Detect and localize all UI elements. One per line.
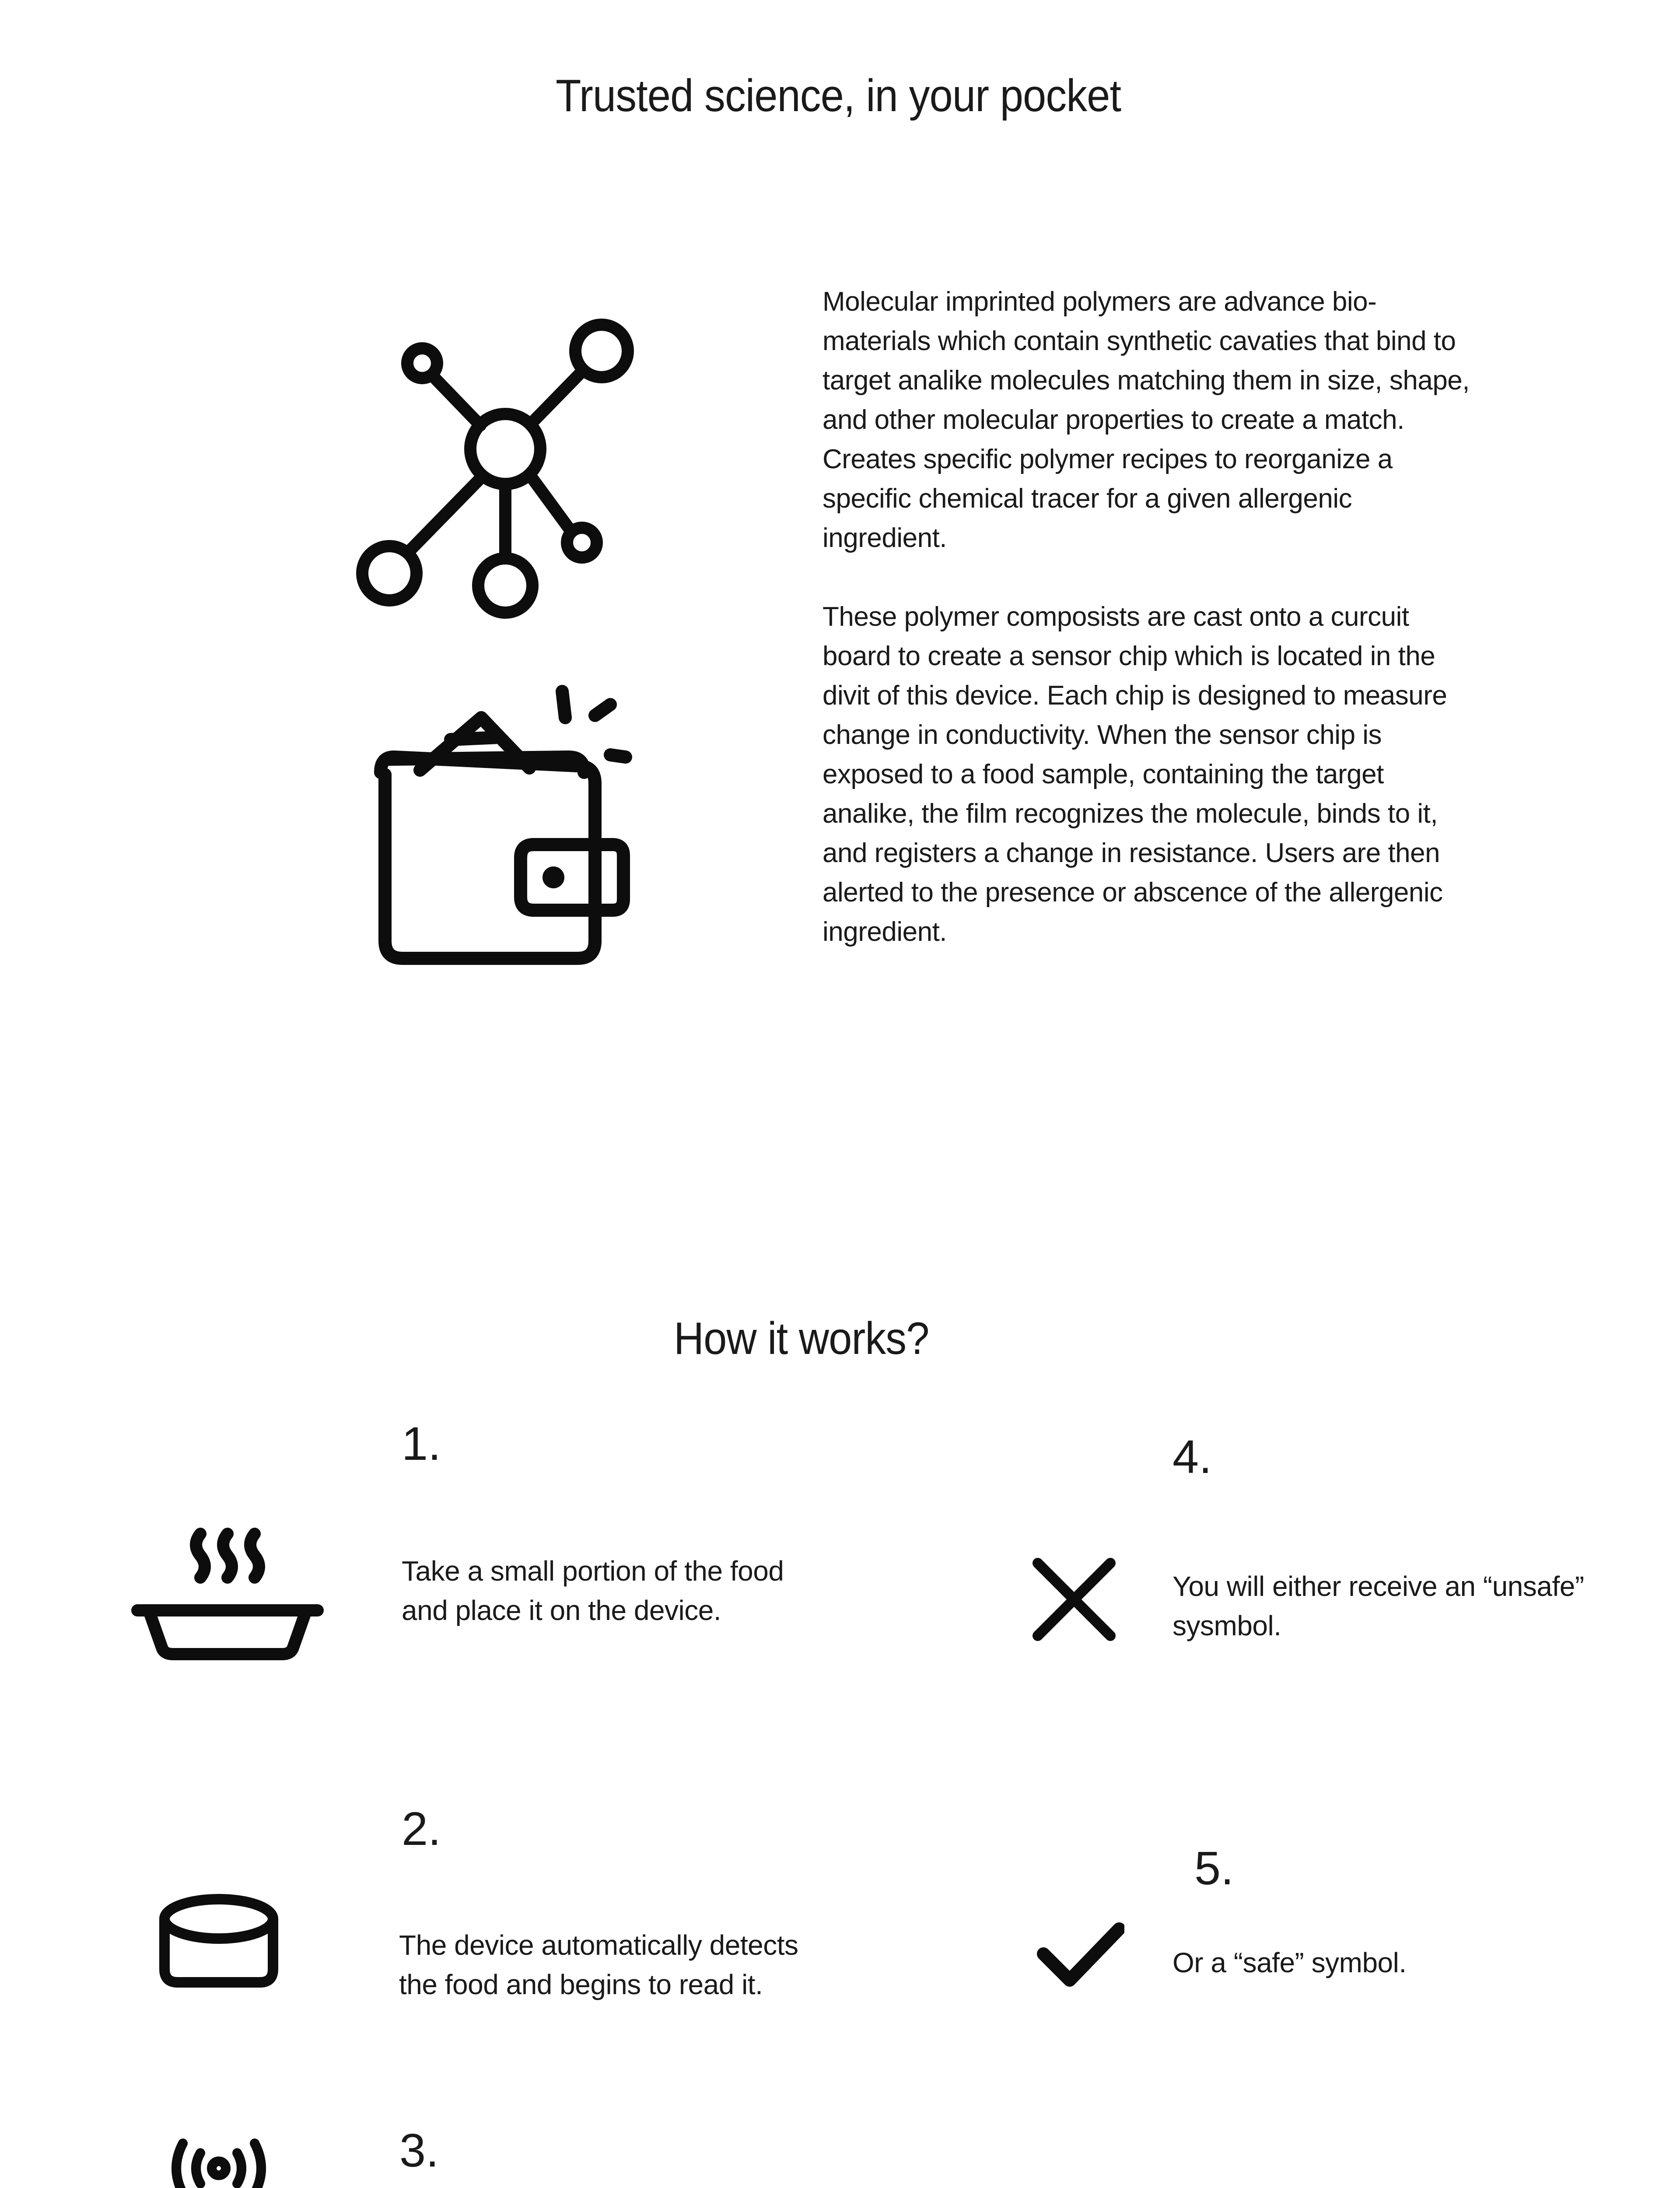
step-5-text: Or a “safe” symbol. <box>1172 1947 1407 1978</box>
cross-icon <box>1032 1558 1116 1641</box>
intro-text <box>822 282 1470 952</box>
molecule-icon <box>354 311 639 630</box>
step-5-number: 5. <box>1194 1841 1234 1894</box>
intro-paragraph-1: Molecular imprinted polymers are advance bio-materials which contain synthetic cavaties that bind to target analike molecules matching them in size, shape, and other molecular properties to create a match. Creates specific polymer recipes to reorganize a specific chemical tracer for a given allergenic ingredient. <box>822 287 1470 553</box>
step-4-number: 4. <box>1172 1430 1212 1483</box>
steaming-dish-icon <box>131 1523 324 1663</box>
signal-icon <box>166 2135 271 2188</box>
section-title: How it works? <box>674 1313 929 1364</box>
step-4-text: You will either receive an “unsafe” sysmbol. <box>1172 1571 1584 1641</box>
step-1-text: Take a small portion of the food and place it on the device. <box>402 1555 784 1626</box>
step-2-text: The device automatically detects the food and begins to read it. <box>399 1929 798 2000</box>
step-2-number: 2. <box>402 1802 441 1855</box>
wallet-icon <box>368 678 639 976</box>
page-title: Trusted science, in your pocket <box>556 70 1121 121</box>
step-3-number: 3. <box>399 2124 439 2177</box>
intro-paragraph-2: These polymer composists are cast onto a curcuit board to create a sensor chip which is located in the divit of this device. Each chip is designed to measure change in conductivity. When the sensor chip is exposed to a food sample, containing the target analike, the film recognizes the molecule, binds to it, and registers a change in resistance. Users are then alerted to the presence or abscence of the allergenic ingredient. <box>822 602 1447 947</box>
device-icon <box>158 1890 280 1991</box>
step-1-number: 1. <box>402 1417 441 1470</box>
checkmark-icon <box>1037 1921 1124 1991</box>
